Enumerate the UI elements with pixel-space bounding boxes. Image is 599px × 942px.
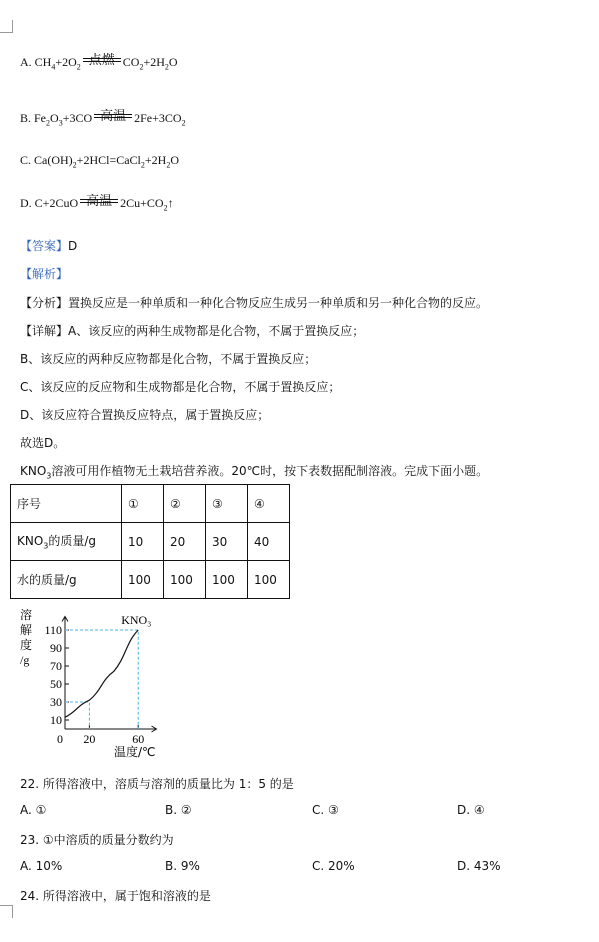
- y-axis-label-char: 度: [20, 638, 33, 652]
- question-intro: $KNO_3$溶液可用作植物无土栽培营养液。20℃时，按下表数据配制溶液。完成下面小题。: [20, 464, 489, 481]
- question-23-stem: 23. ①中溶质的质量分数约为: [20, 833, 174, 847]
- question-22-option-d[interactable]: D. ④: [457, 803, 485, 817]
- table-cell: 水的质量/g: [11, 561, 122, 599]
- question-23-option-d[interactable]: D. 43%: [457, 859, 501, 873]
- option-a-equation: A. $CH_4+2O_2$ 点燃 $CO_2+2H_2O$: [20, 53, 178, 72]
- table-cell: ④: [248, 485, 290, 523]
- series-label-kno3: KNO₃: [121, 613, 152, 627]
- table-cell: 100: [164, 561, 206, 599]
- table-cell: ①: [122, 485, 164, 523]
- table-row: [11, 523, 290, 561]
- answer-line: [20, 237, 77, 254]
- guide-line: [65, 630, 138, 729]
- question-23-option-a[interactable]: A. 10%: [20, 859, 63, 873]
- table-cell: 10: [122, 523, 164, 561]
- question-22-option-c[interactable]: C. ③: [312, 803, 339, 817]
- x-axis-label: 温度/℃: [114, 745, 156, 759]
- question-24-stem: 24. 所得溶液中，属于饱和溶液的是: [20, 889, 211, 903]
- question-23-option-c[interactable]: C. 20%: [312, 859, 355, 873]
- solution-table: [10, 484, 290, 599]
- y-axis-label-char: 溶: [20, 608, 33, 622]
- question-23-option-b[interactable]: B. 9%: [165, 859, 200, 873]
- option-b-equation: B. $Fe_2O_3+3CO$ 高温 $2Fe+3CO_2$: [20, 109, 186, 128]
- detail-line: 【详解】A、该反应的两种生成物都是化合物，不属于置换反应；: [20, 324, 365, 338]
- corner-mark-bottom-left: [0, 905, 13, 918]
- y-tick-label: 50: [50, 677, 62, 691]
- x-tick-label: 0: [57, 732, 63, 746]
- y-axis-label-char: 解: [20, 623, 33, 637]
- detail-line: D、该反应符合置换反应特点，属于置换反应；: [20, 408, 270, 422]
- answer-value: D: [68, 239, 78, 253]
- question-22-stem: 22. 所得溶液中，溶质与溶剂的质量比为 1：5 的是: [20, 777, 294, 791]
- option-c-equation: C. $Ca(OH)_2+2HCl=CaCl_2+2H_2O$: [20, 153, 179, 170]
- conclusion-line: 故选D。: [20, 436, 66, 450]
- solubility-chart: [12, 598, 202, 763]
- question-22-option-a[interactable]: A. ①: [20, 803, 47, 817]
- analysis-line: 【分析】置换反应是一种单质和一种化合物反应生成另一种单质和另一种化合物的反应。: [20, 296, 489, 310]
- option-d-equation: D. C+2CuO 高温 $2Cu+CO_2↑$: [20, 194, 174, 213]
- table-cell: 20: [164, 523, 206, 561]
- x-tick-label: 20: [83, 732, 96, 746]
- corner-mark-top-left: [0, 20, 13, 33]
- table-cell: 100: [122, 561, 164, 599]
- table-cell: ③: [206, 485, 248, 523]
- table-header-row: [11, 485, 290, 523]
- series-line-kno3: [65, 630, 138, 717]
- y-tick-label: 70: [50, 659, 62, 673]
- table-cell: 100: [206, 561, 248, 599]
- y-tick-label: 90: [50, 641, 62, 655]
- question-22-option-b[interactable]: B. ②: [165, 803, 192, 817]
- answer-tag: 【答案】: [20, 239, 69, 253]
- table-cell: 30: [206, 523, 248, 561]
- analysis-tag: 【解析】: [20, 267, 69, 281]
- table-cell: ②: [164, 485, 206, 523]
- table-cell: 40: [248, 523, 290, 561]
- table-cell: $KNO_3$的质量/g: [11, 523, 122, 561]
- y-axis-label-char: /g: [20, 653, 30, 667]
- y-tick-label: 10: [50, 713, 62, 727]
- table-cell: 100: [248, 561, 290, 599]
- detail-line: B、该反应的两种反应物都是化合物，不属于置换反应；: [20, 352, 317, 366]
- table-cell: 序号: [11, 485, 122, 523]
- y-tick-label: 110: [44, 623, 62, 637]
- y-tick-label: 30: [50, 695, 62, 709]
- x-tick-label: 60: [132, 732, 145, 746]
- table-row: [11, 561, 290, 599]
- detail-line: C、该反应的反应物和生成物都是化合物，不属于置换反应；: [20, 380, 341, 394]
